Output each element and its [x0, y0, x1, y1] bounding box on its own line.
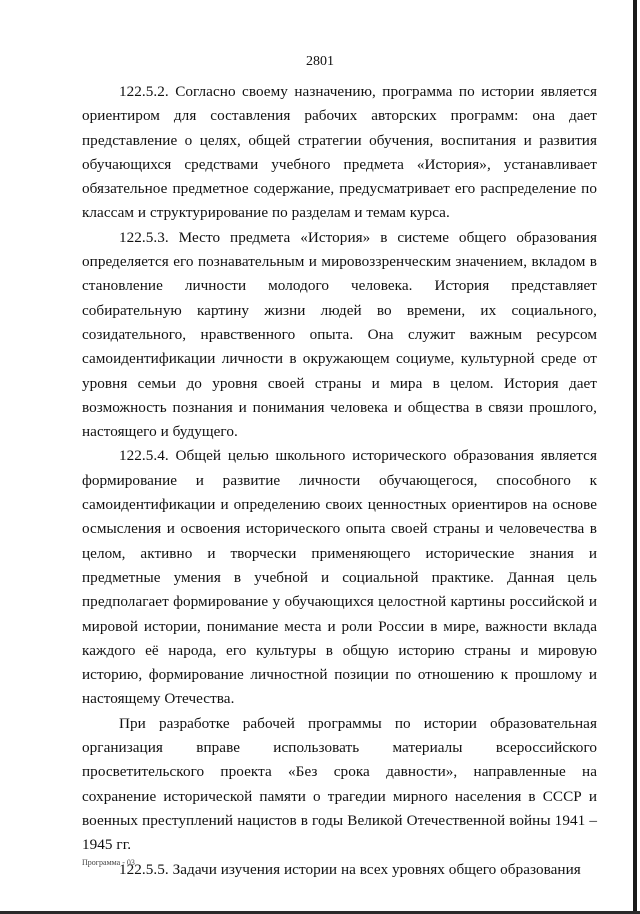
paragraph-122-5-3: 122.5.3. Место предмета «История» в системе общего образования определяется его познавательным и мировоззренческим значением, вкладом в становление личности молодого человека. История представляет собирательную картину жизни людей во времени, их социального, созидательного, нравственного опыта. Она служит важным ресурсом самоидентификации личности в окружающем социуме, культурной среде от уровня семьи до уровня своей страны и мира в целом. История дает возможность познания и понимания человека и общества в связи прошлого, настоящего и будущего.: [82, 228, 597, 441]
paragraph-project-note: При разработке рабочей программы по истории образовательная организация вправе использовать материалы всероссийского просветительского проекта «Без срока давности», направленные на сохранение исторической памяти о трагедии мирного населения в СССР и военных преступлений нацистов в годы Великой Отечественной войны 1941 – 1945 гг.: [82, 714, 597, 854]
paragraph-122-5-2: 122.5.2. Согласно своему назначению, программа по истории является ориентиром для составления рабочих авторских программ: она дает представление о целях, общей стратегии обучения, воспитания и развития обучающихся средствами учебного предмета «История», устанавливает обязательное предметное содержание, предусматривает его распределение по классам и структурирование по разделам и темам курса.: [82, 83, 597, 222]
page-number: 2801: [306, 54, 334, 69]
document-body: [82, 80, 597, 882]
paragraph-122-5-4: 122.5.4. Общей целью школьного исторического образования является формирование и развитие личности обучающегося, способного к самоидентификации и определению своих ценностных ориентиров на основе осмысления и освоения исторического опыта своей страны и человечества в целом, активно и творчески применяющего исторические знания и предметные умения в учебной и социальной практике. Данная цель предполагает формирование у обучающихся целостной картины российской и мировой истории, понимание места и роли России в мире, важности вклада каждого её народа, его культуры в общую историю страны и мировую историю, формирование личностной позиции по отношению к прошлому и настоящему Отечества.: [82, 447, 597, 708]
paragraph-122-5-5: 122.5.5. Задачи изучения истории на всех уровнях общего образования: [119, 860, 581, 878]
scan-edge-right: [633, 0, 637, 914]
footer-label: Программа - 03: [82, 858, 135, 867]
